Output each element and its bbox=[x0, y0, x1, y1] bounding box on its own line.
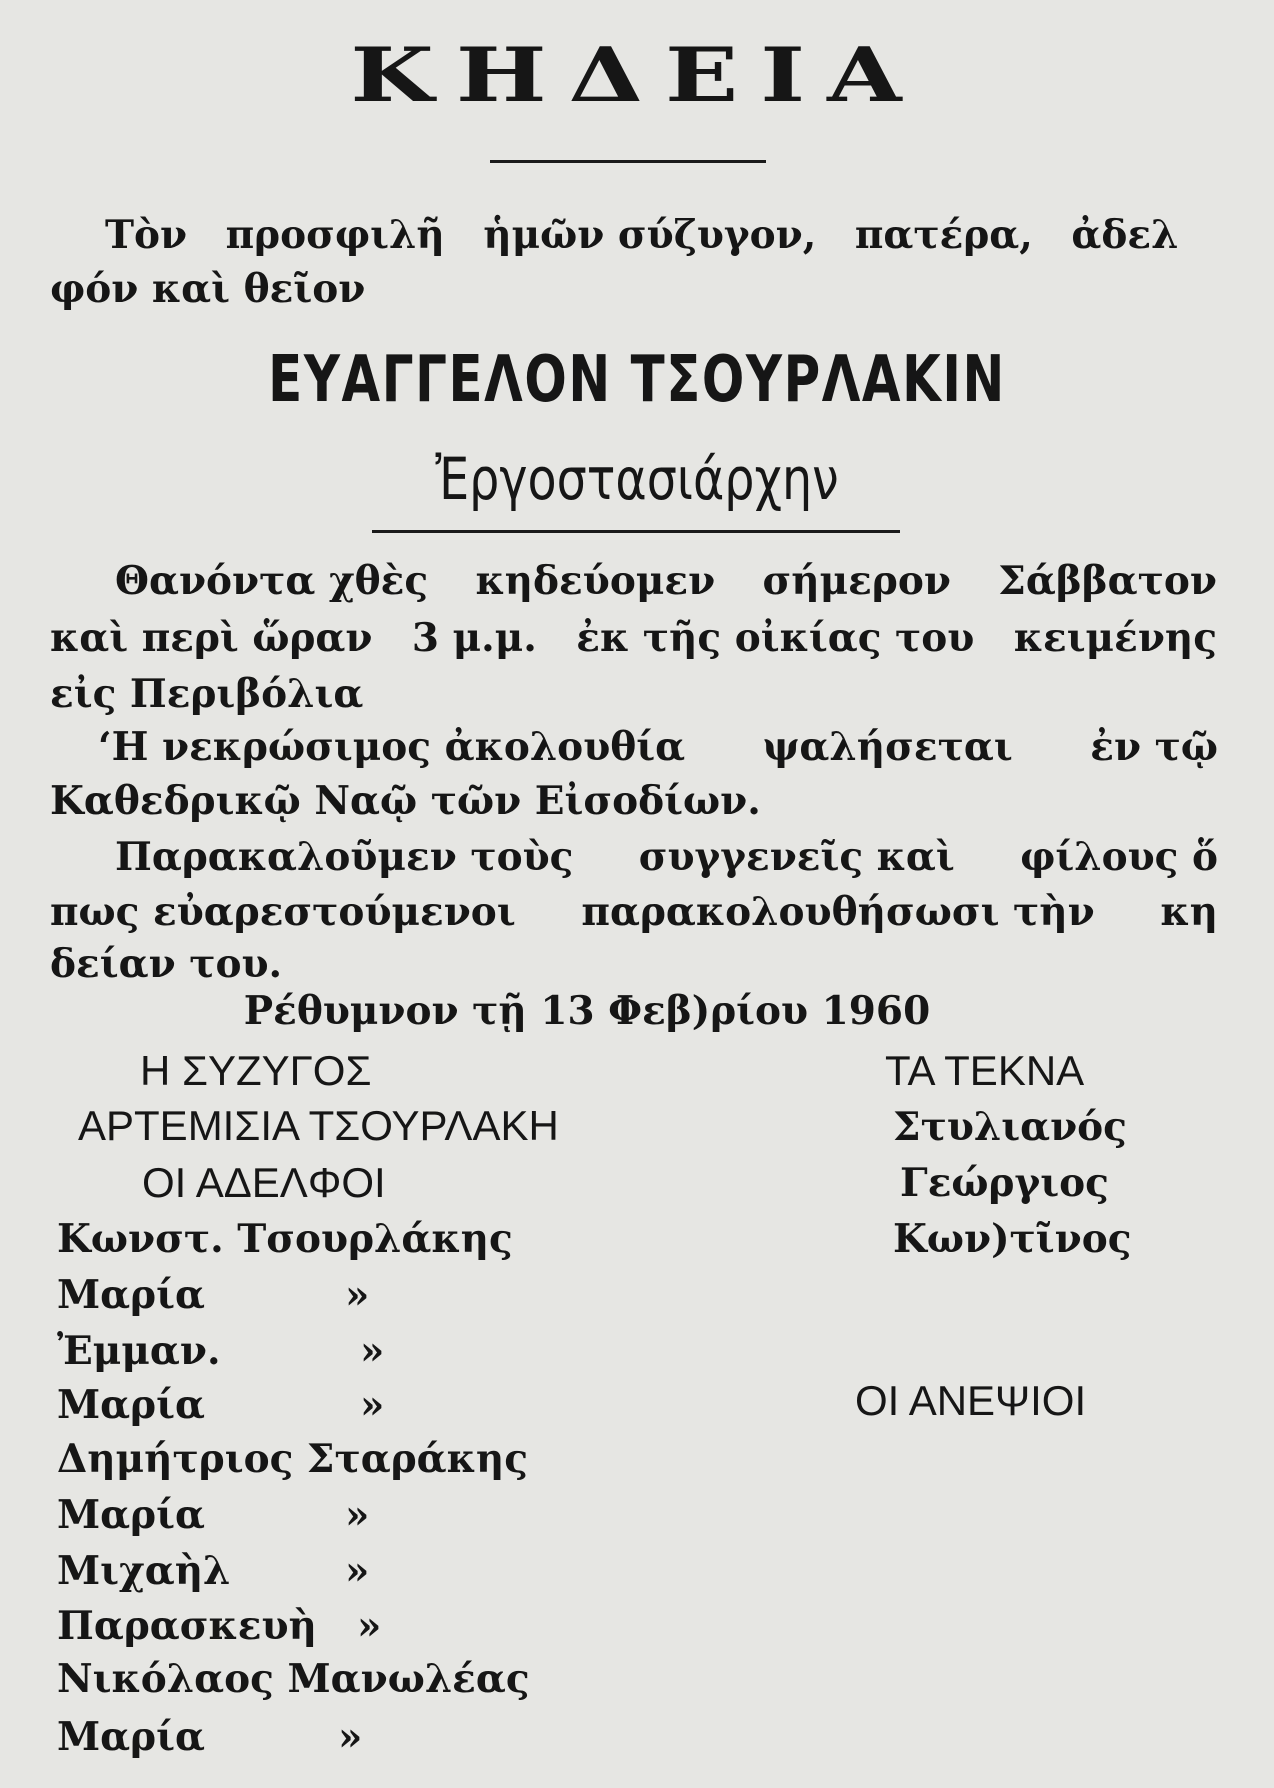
child-3: Κων)τῖνος bbox=[893, 1216, 1132, 1262]
para1-line-3: εἰς Περιβόλια bbox=[50, 671, 364, 717]
relative-9: Νικόλαος Μανωλέας bbox=[57, 1656, 530, 1702]
name-underline bbox=[372, 530, 900, 533]
title-underline bbox=[490, 160, 766, 163]
ditto-mark: » bbox=[357, 1603, 382, 1649]
para2-line-2: Καθεδρικῷ Ναῷ τῶν Εἰσοδίων. bbox=[50, 778, 761, 824]
children-heading: ΤΑ ΤΕΚΝΑ bbox=[885, 1047, 1085, 1094]
relative-2: Μαρία bbox=[57, 1272, 206, 1318]
relative-1: Κωνστ. Τσουρλάκης bbox=[57, 1216, 513, 1262]
nephews-heading: ΟΙ ΑΝΕΨΙΟΙ bbox=[855, 1377, 1087, 1424]
siblings-heading: ΟΙ ΑΔΕΛΦΟΙ bbox=[142, 1159, 386, 1206]
relative-4: Μαρία bbox=[57, 1382, 206, 1428]
relative-3: Ἐμμαν. bbox=[57, 1328, 221, 1374]
relative-6: Μαρία bbox=[57, 1492, 206, 1538]
para2-line-1: ‘Η νεκρώσιμος ἀκολουθία ψαλήσεται ἐν τῷ bbox=[98, 724, 1218, 770]
relative-7: Μιχαὴλ bbox=[57, 1548, 231, 1594]
intro-line-1: Τὸν προσφιλῆ ἡμῶν σύζυγον, πατέρα, ἀδελ bbox=[105, 212, 1179, 258]
para3-line-3: δείαν του. bbox=[50, 941, 283, 987]
ditto-mark: » bbox=[338, 1714, 363, 1760]
deceased-name: ΕΥΑΓΓΕΛΟΝ ΤΣΟΥΡΛΑΚΙΝ bbox=[268, 343, 1006, 417]
para1-line-2: καὶ περὶ ὥραν 3 μ.μ. ἐκ τῆς οἰκίας του κειμένης bbox=[50, 615, 1217, 661]
relative-8: Παρασκευὴ bbox=[57, 1603, 317, 1649]
para3-line-1: Παρακαλοῦμεν τοὺς συγγενεῖς καὶ φίλους ὅ bbox=[115, 834, 1218, 880]
para3-line-2: πως εὐαρεστούμενοι παρακολουθήσωσι τὴν κη bbox=[50, 889, 1218, 935]
notice-title: ΚΗΔΕΙΑ bbox=[350, 30, 924, 120]
ditto-mark: » bbox=[345, 1272, 370, 1318]
deceased-occupation: Ἐργοστασιάρχην bbox=[435, 445, 839, 513]
ditto-mark: » bbox=[360, 1382, 385, 1428]
ditto-mark: » bbox=[345, 1548, 370, 1594]
child-2: Γεώργιος bbox=[900, 1160, 1109, 1206]
ditto-mark: » bbox=[345, 1492, 370, 1538]
ditto-mark: » bbox=[360, 1328, 385, 1374]
spouse-name: ΑΡΤΕΜΙΣΙΑ ΤΣΟΥΡΛΑΚΗ bbox=[78, 1102, 559, 1149]
relative-5: Δημήτριος Σταράκης bbox=[57, 1436, 529, 1482]
spouse-heading: Η ΣΥΖΥΓΟΣ bbox=[140, 1047, 372, 1094]
relative-10: Μαρία bbox=[57, 1714, 206, 1760]
date-line: Ρέθυμνον τῇ 13 Φεβ)ρίου 1960 bbox=[243, 988, 931, 1034]
para1-line-1: Θανόντα χθὲς κηδεύομεν σήμερον Σάββατον bbox=[115, 558, 1217, 604]
child-1: Στυλιανός bbox=[893, 1104, 1127, 1150]
intro-line-2: φόν καὶ θεῖον bbox=[50, 266, 366, 312]
